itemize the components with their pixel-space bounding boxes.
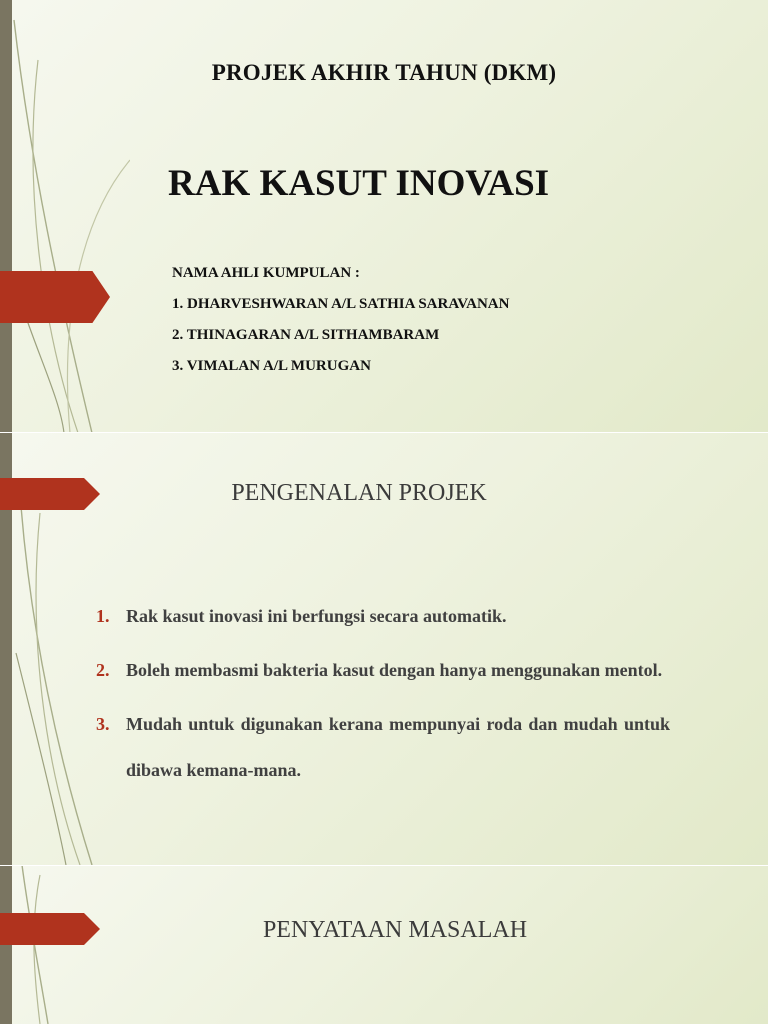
list-number: 2. [96,660,110,680]
slide-separator [0,865,768,866]
member-item: 3. VIMALAN A/L MURUGAN [172,358,371,374]
list-number: 1. [96,606,110,626]
member-list [172,259,509,383]
list-text: Boleh membasmi bakteria kasut dengan hanya menggunakan mentol. [126,660,663,680]
slide-title [0,0,768,433]
list-number: 3. [96,714,110,734]
list-item [96,647,670,693]
slide-separator [0,432,768,433]
point-list [96,593,670,801]
slide-introduction [0,433,768,865]
arrow-marker [0,271,110,323]
member-item: 1. DHARVESHWARAN A/L SATHIA SARAVANAN [172,296,510,312]
section-heading: PENGENALAN PROJEK [231,480,487,506]
slide-problem-statement [0,865,768,1024]
members-heading: NAMA AHLI KUMPULAN : [172,265,360,281]
list-item [96,701,670,793]
list-text: Mudah untuk digunakan kerana mempunyai roda dan mudah untuk dibawa kemana-mana. [126,714,670,780]
member-item: 2. THINAGARAN A/L SITHAMBARAM [172,327,440,343]
main-title: RAK KASUT INOVASI [168,163,550,204]
list-text: Rak kasut inovasi ini berfungsi secara automatik. [126,606,507,626]
list-item [96,593,670,639]
subtitle: PROJEK AKHIR TAHUN (DKM) [211,60,557,85]
section-heading: PENYATAAN MASALAH [262,917,528,943]
